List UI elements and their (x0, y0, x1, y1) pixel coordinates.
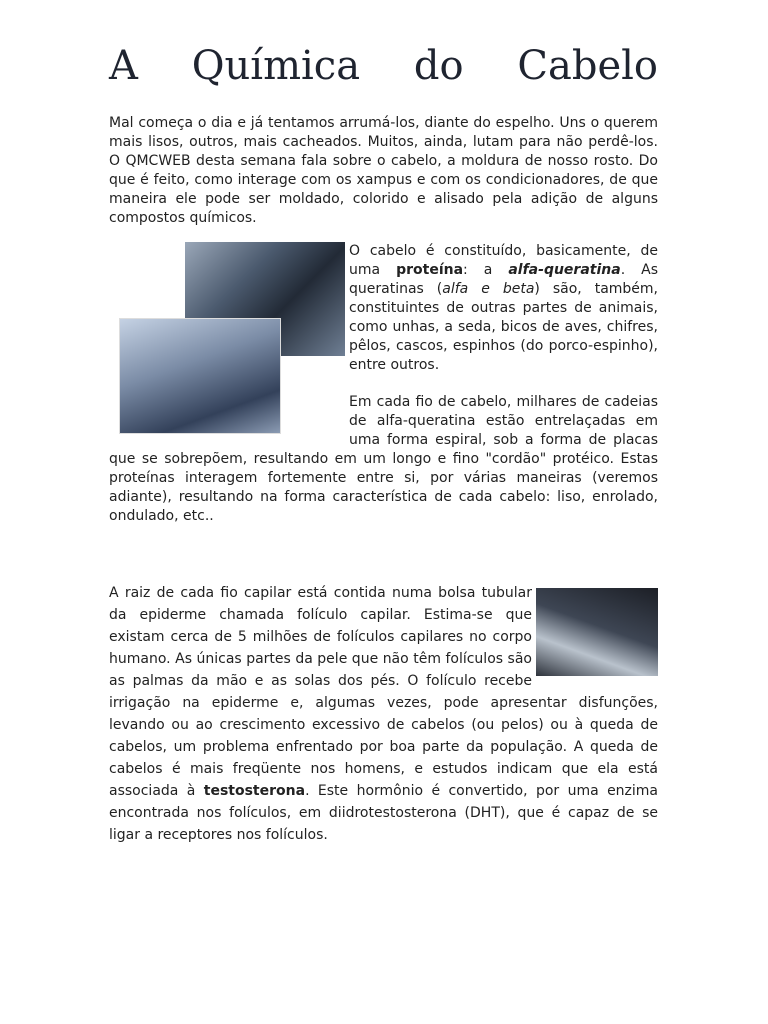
keratin-section (109, 242, 658, 526)
micrograph-group (109, 242, 349, 432)
document-page (109, 40, 658, 846)
intro-paragraph: Mal começa o dia e já tentamos arrumá-los, diante do espelho. Uns o querem mais lisos, outros, mais cacheados. Muitos, ainda, lutam para não perdê-los. O QMCWEB desta semana fala sobre o cabelo, a moldura de nosso rosto. Do que é feito, como interage com os xampus e com os condicionadores, de que maneira ele pode ser moldado, colorido e alisado pela adição de alguns compostos químicos. (109, 115, 658, 226)
title-word: Química (191, 43, 361, 89)
title-word: do (413, 43, 464, 89)
hair-scale-micrograph-image (119, 318, 281, 434)
keratin-paragraph: O cabelo é constituído, basicamente, de uma proteína: a alfa-queratina. As queratinas (alfa e beta) são, também, constituintes de outras partes de animais, como unhas, a seda, bicos de aves, chifres, pêlos, cascos, espinhos (do porco-espinho), entre outros. (349, 243, 659, 373)
structure-paragraph: Em cada fio de cabelo, milhares de cadeias de alfa-queratina estão entrelaçadas em uma forma espiral, sob a forma de placas que se sobrepõem, resultando em um longo e fino "cordão" protéico. Estas proteínas interagem fortemente entre si, por várias maneiras (veremos adiante), resultando na forma característica de cada cabelo: liso, enrolado, ondulado, etc.. (109, 394, 658, 524)
title-word: A (109, 43, 138, 89)
title-word: Cabelo (517, 43, 658, 89)
hair-strand-micrograph-image (536, 588, 658, 676)
follicle-paragraph: A raiz de cada fio capilar está contida numa bolsa tubular da epiderme chamada folículo capilar. Estima-se que existam cerca de 5 milhões de folículos capilares no corpo humano. As únicas partes da pele que não têm folículos são as palmas da mão e as solas dos pés. O folículo recebe irrigação na epiderme e, algumas vezes, pode apresentar disfunções, levando ou ao crescimento excessivo de cabelos (ou pelos) ou à queda de cabelos, um problema enfrentado por boa parte da população. A queda de cabelos é mais freqüente nos homens, e estudos indicam que ela está associada à testosterona. Este hormônio é convertido, por uma enzima encontrada nos folículos, em diidrotestosterona (DHT), que é capaz de se ligar a receptores nos folículos. (109, 585, 659, 843)
page-title (109, 40, 658, 92)
